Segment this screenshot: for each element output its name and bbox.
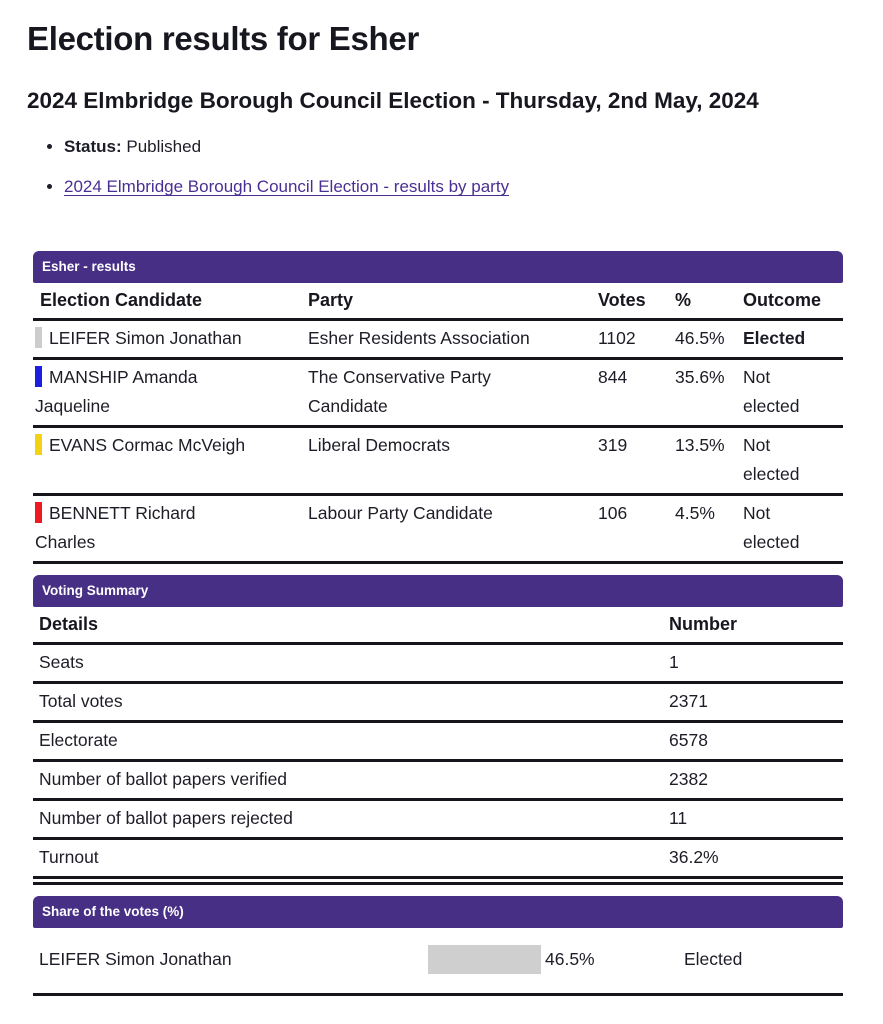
results-header-row — [33, 283, 843, 320]
candidate-cell — [33, 358, 302, 426]
voting-summary-table — [33, 607, 843, 885]
candidate-cell — [33, 494, 302, 562]
summary-value: 11 — [663, 799, 843, 838]
votes-cell: 844 — [592, 358, 669, 426]
status-item — [64, 134, 843, 160]
outcome-cell — [737, 494, 843, 562]
votes-cell: 1102 — [592, 319, 669, 358]
share-row — [33, 928, 843, 996]
percent-cell: 13.5% — [669, 426, 737, 494]
percent-cell: 35.6% — [669, 358, 737, 426]
share-candidate-name: LEIFER Simon Jonathan — [39, 948, 232, 969]
col-header-details: Details — [33, 607, 663, 644]
results-caption: Esher - results — [33, 251, 843, 283]
summary-row — [33, 799, 843, 838]
outcome-cell — [737, 426, 843, 494]
meta-list — [27, 134, 843, 201]
party-cell: Esher Residents Association — [302, 319, 592, 358]
share-of-votes-caption: Share of the votes (%) — [33, 896, 843, 928]
share-of-votes-section — [33, 896, 843, 996]
candidate-cell — [33, 426, 302, 494]
outcome-text: Not elected — [743, 434, 800, 484]
outcome-cell — [737, 358, 843, 426]
summary-label: Number of ballot papers verified — [33, 760, 663, 799]
voting-summary-caption: Voting Summary — [33, 575, 843, 607]
party-color-marker-icon — [35, 434, 42, 455]
share-outcome-text: Elected — [684, 948, 743, 969]
summary-label: Number of ballot papers rejected — [33, 799, 663, 838]
summary-value: 36.2% — [663, 838, 843, 880]
candidate-row — [33, 494, 843, 562]
election-subtitle: 2024 Elmbridge Borough Council Election - Thursday, 2nd May, 2024 — [27, 88, 759, 113]
party-color-marker-icon — [35, 327, 42, 348]
summary-label: Turnout — [33, 838, 663, 880]
candidate-name: LEIFER Simon Jonathan — [49, 327, 242, 348]
summary-row — [33, 643, 843, 682]
candidate-name: BENNETT Richard Charles — [35, 502, 196, 552]
votes-cell: 106 — [592, 494, 669, 562]
summary-value: 6578 — [663, 721, 843, 760]
status-label: Status: — [64, 136, 122, 156]
summary-value: 1 — [663, 643, 843, 682]
party-color-marker-icon — [35, 366, 42, 387]
col-header-candidate: Election Candidate — [33, 283, 302, 320]
outcome-text: Not elected — [743, 502, 800, 552]
results-table — [33, 283, 843, 564]
results-by-party-link[interactable]: 2024 Elmbridge Borough Council Election - results by party — [64, 177, 510, 197]
candidate-name: MANSHIP Amanda Jaqueline — [35, 366, 198, 416]
voting-summary-section — [33, 575, 843, 885]
candidate-row — [33, 426, 843, 494]
outcome-cell — [737, 319, 843, 358]
summary-row — [33, 760, 843, 799]
votes-cell: 319 — [592, 426, 669, 494]
percent-cell: 46.5% — [669, 319, 737, 358]
candidate-row — [33, 358, 843, 426]
voting-summary-header-row — [33, 607, 843, 644]
candidate-name: EVANS Cormac McVeigh — [49, 434, 246, 455]
summary-row — [33, 838, 843, 880]
results-section — [33, 251, 843, 564]
outcome-text: Not elected — [743, 366, 800, 416]
percent-cell: 4.5% — [669, 494, 737, 562]
results-by-party-item — [64, 174, 843, 200]
vote-share-bar — [428, 945, 541, 974]
summary-row — [33, 682, 843, 721]
col-header-party: Party — [302, 283, 592, 320]
col-header-number: Number — [663, 607, 843, 644]
share-percent-label: 46.5% — [545, 948, 595, 969]
col-header-votes: Votes — [592, 283, 669, 320]
summary-value: 2382 — [663, 760, 843, 799]
summary-row — [33, 721, 843, 760]
col-header-outcome: Outcome — [737, 283, 843, 320]
col-header-percent: % — [669, 283, 737, 320]
summary-label: Seats — [33, 643, 663, 682]
party-cell: The Conservative Party Candidate — [302, 358, 592, 426]
summary-label: Electorate — [33, 721, 663, 760]
summary-value: 2371 — [663, 682, 843, 721]
party-color-marker-icon — [35, 502, 42, 523]
party-cell: Liberal Democrats — [302, 426, 592, 494]
status-value: Published — [126, 136, 202, 156]
candidate-row — [33, 319, 843, 358]
summary-label: Total votes — [33, 682, 663, 721]
party-cell: Labour Party Candidate — [302, 494, 592, 562]
candidate-cell — [33, 319, 302, 358]
share-bar-group — [428, 945, 678, 974]
page-title: Election results for Esher — [27, 20, 419, 57]
outcome-text: Elected — [743, 327, 806, 348]
